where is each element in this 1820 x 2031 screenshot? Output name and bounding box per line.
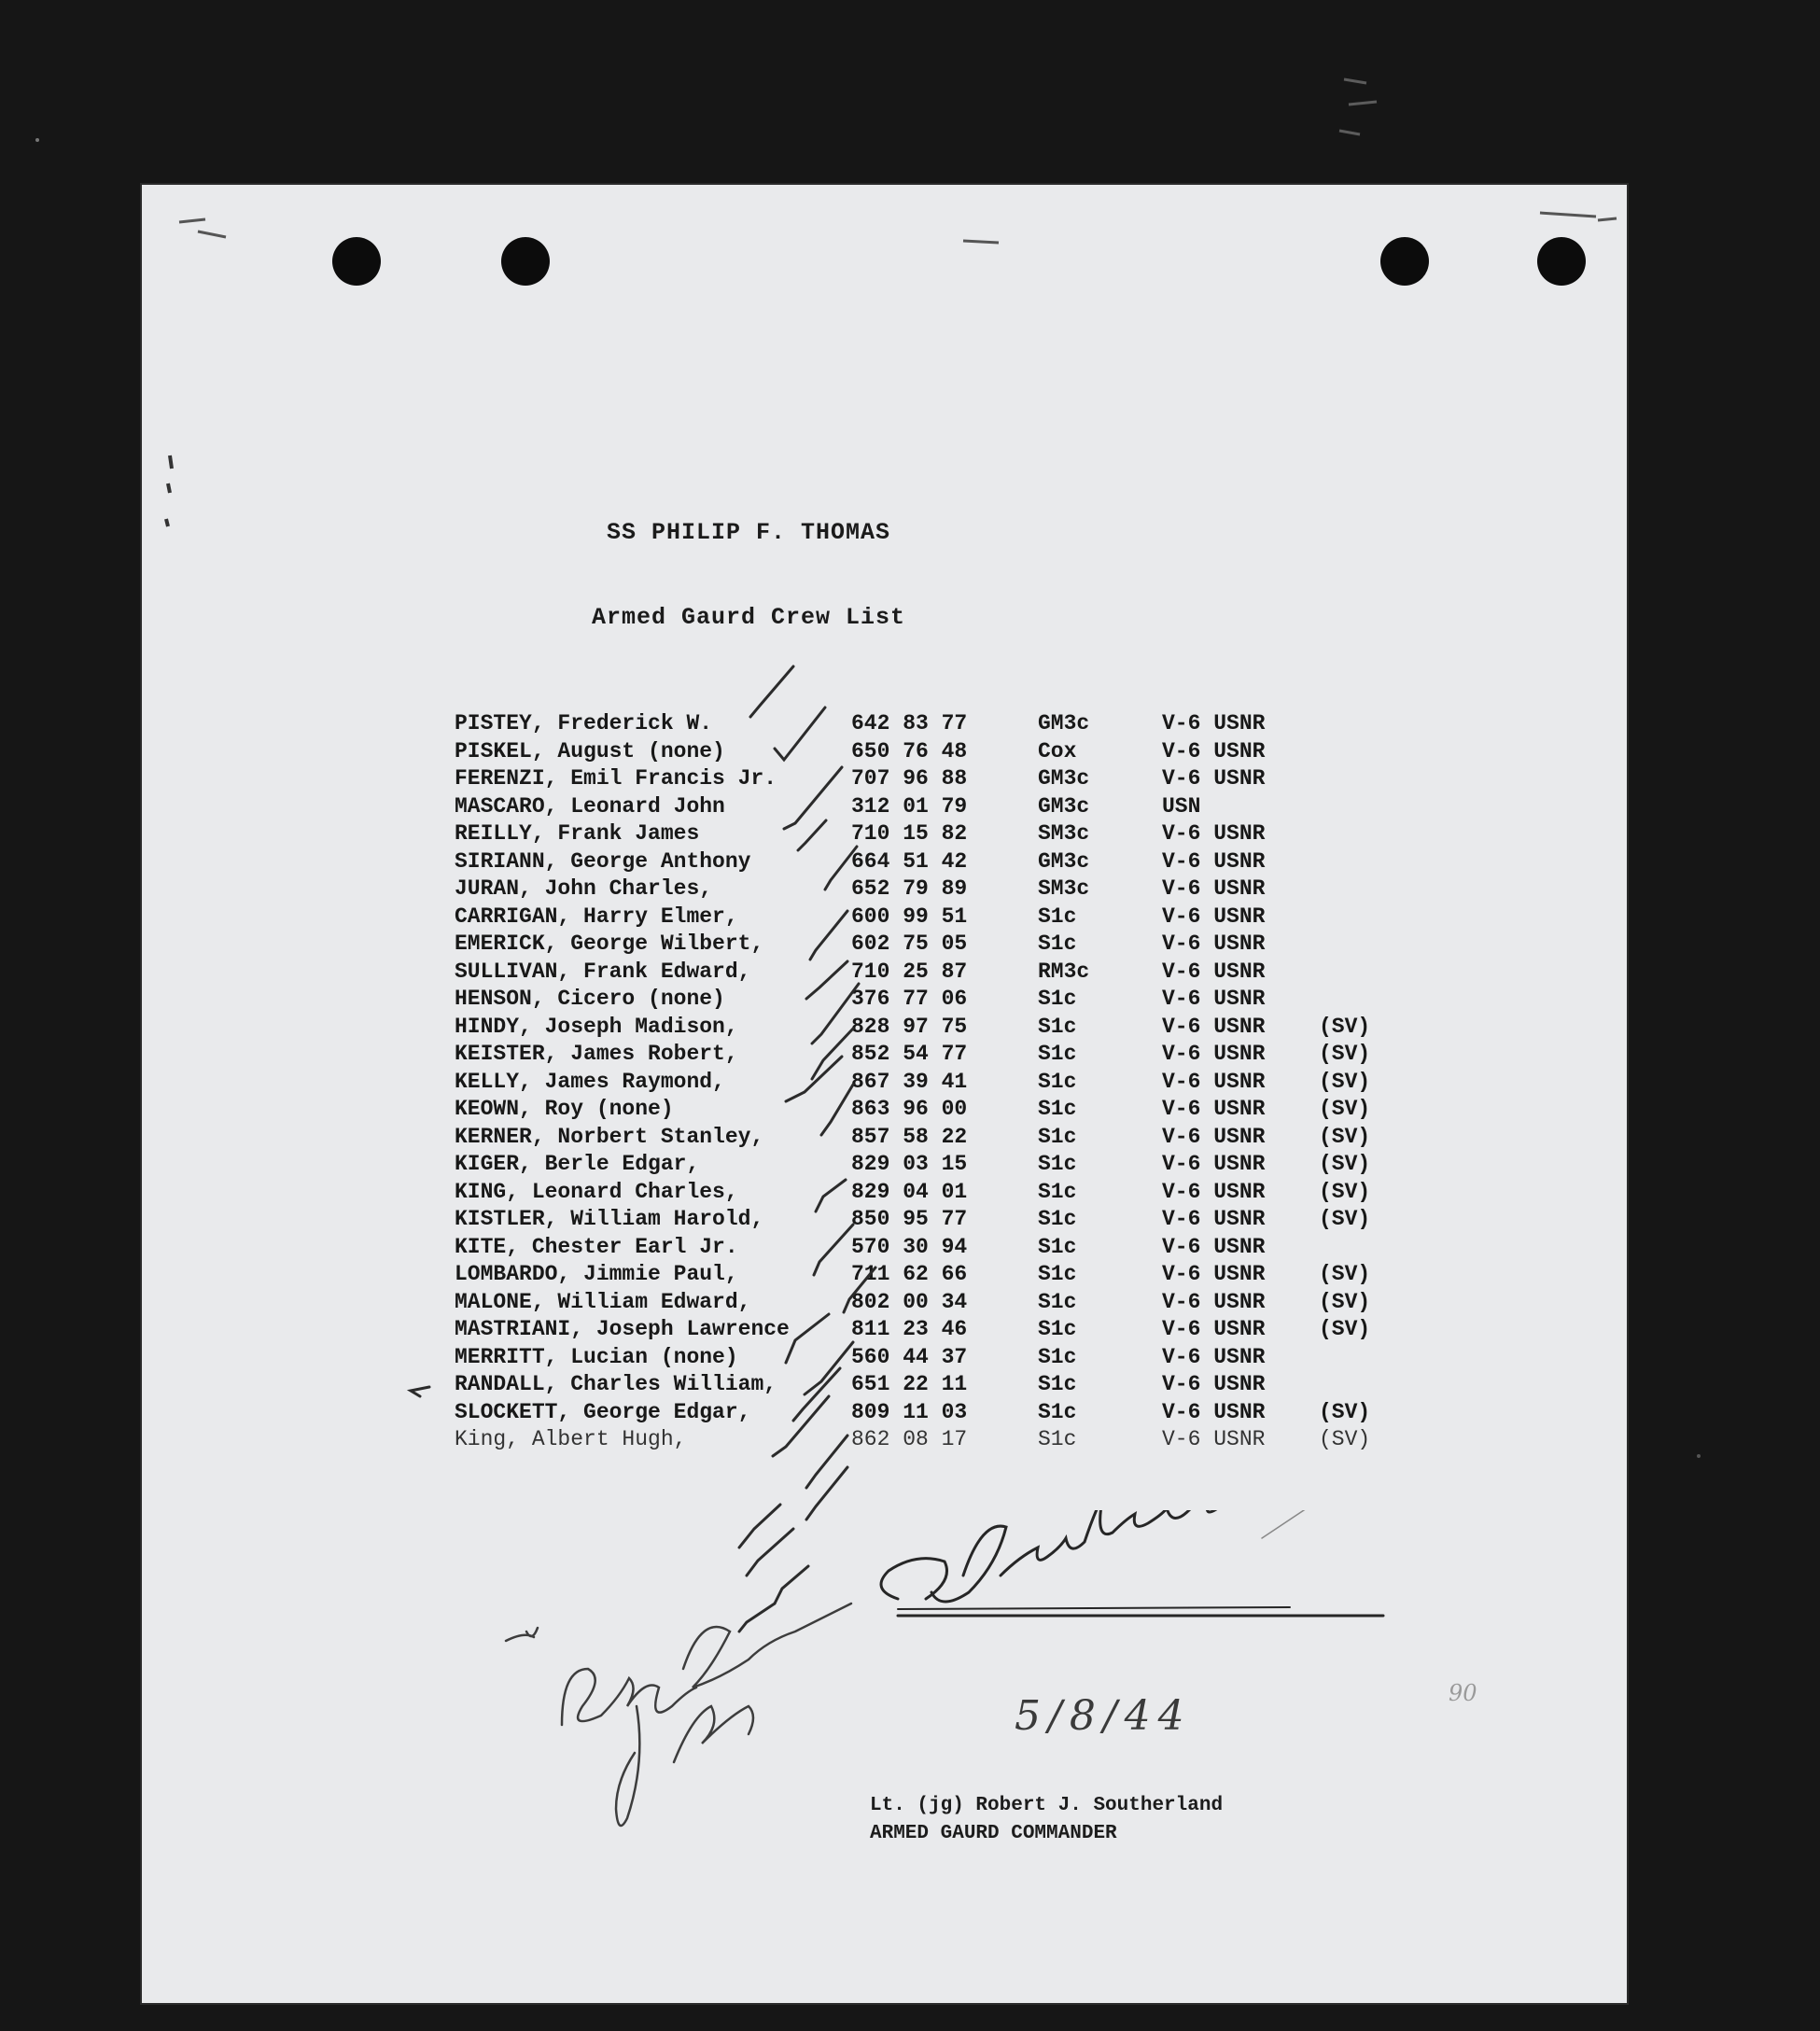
- service-number: 711 62 66: [851, 1262, 968, 1286]
- crew-class: V-6 USNR: [1162, 821, 1266, 846]
- crew-rate: S1c: [1038, 1179, 1077, 1204]
- service-number: 850 95 77: [851, 1207, 968, 1231]
- crew-rate: Cox: [1038, 738, 1077, 763]
- crew-name: King, Albert Hugh,: [455, 1427, 687, 1451]
- crew-name: KISTLER, William Harold,: [455, 1207, 764, 1231]
- crew-rate: S1c: [1038, 1317, 1077, 1341]
- crew-name: KING, Leonard Charles,: [455, 1179, 738, 1204]
- crew-row: [455, 1234, 1481, 1262]
- crew-rate: S1c: [1038, 931, 1077, 956]
- crew-note: (SV): [1319, 1427, 1371, 1451]
- crew-row: [455, 1096, 1481, 1124]
- crew-row: [455, 1344, 1481, 1372]
- crew-rate: GM3c: [1038, 766, 1090, 791]
- service-number: 707 96 88: [851, 766, 968, 791]
- commander-signature: [861, 1510, 1421, 1632]
- crew-rate: S1c: [1038, 1289, 1077, 1314]
- crew-name: JURAN, John Charles,: [455, 876, 713, 901]
- crew-name: EMERICK, George Wilbert,: [455, 931, 764, 956]
- crew-note: (SV): [1319, 1152, 1371, 1176]
- crew-row: [455, 820, 1481, 848]
- service-number: 600 99 51: [851, 903, 968, 929]
- service-number: 710 25 87: [851, 959, 968, 984]
- pencil-mark: 90: [1449, 1680, 1477, 1706]
- service-number: 863 96 00: [851, 1097, 968, 1121]
- crew-note: (SV): [1319, 1262, 1371, 1286]
- crew-note: (SV): [1319, 1289, 1371, 1314]
- ship-title: SS PHILIP F. THOMAS: [606, 519, 891, 546]
- crew-row: [455, 848, 1481, 876]
- crew-row: [455, 793, 1481, 821]
- service-number: 811 23 46: [851, 1317, 968, 1341]
- service-number: 652 79 89: [851, 876, 968, 901]
- crew-rate: S1c: [1038, 1372, 1077, 1396]
- crew-rate: S1c: [1038, 1152, 1077, 1176]
- service-number: 862 08 17: [851, 1427, 968, 1451]
- service-number: 651 22 11: [851, 1372, 968, 1396]
- crew-note: (SV): [1319, 1179, 1371, 1204]
- crew-note: (SV): [1319, 1069, 1371, 1094]
- crew-name: LOMBARDO, Jimmie Paul,: [455, 1262, 738, 1286]
- service-number: 802 00 34: [851, 1289, 968, 1314]
- crew-name: KEOWN, Roy (none): [455, 1097, 674, 1121]
- crew-class: V-6 USNR: [1162, 766, 1266, 791]
- service-number: 829 04 01: [851, 1179, 968, 1204]
- crew-class: V-6 USNR: [1162, 1179, 1266, 1204]
- crew-class: V-6 USNR: [1162, 903, 1266, 929]
- crew-name: PISKEL, August (none): [455, 738, 725, 763]
- crew-name: MALONE, William Edward,: [455, 1289, 751, 1314]
- service-number: 829 03 15: [851, 1152, 968, 1176]
- crew-name: SULLIVAN, Frank Edward,: [455, 959, 751, 984]
- crew-rate: S1c: [1038, 1069, 1077, 1094]
- crew-class: V-6 USNR: [1162, 1317, 1266, 1341]
- crew-class: V-6 USNR: [1162, 1097, 1266, 1121]
- service-number: 828 97 75: [851, 1014, 968, 1039]
- crew-row: [455, 1426, 1481, 1454]
- crew-row: [455, 1151, 1481, 1179]
- crew-class: V-6 USNR: [1162, 848, 1266, 874]
- crew-note: (SV): [1319, 1014, 1371, 1039]
- crew-row: [455, 710, 1481, 738]
- crew-class: V-6 USNR: [1162, 1042, 1266, 1066]
- crew-row: [455, 931, 1481, 959]
- crew-row: [455, 1289, 1481, 1317]
- crew-rate: RM3c: [1038, 959, 1090, 984]
- crew-row: [455, 1206, 1481, 1234]
- service-number: 312 01 79: [851, 793, 968, 819]
- crew-note: (SV): [1319, 1207, 1371, 1231]
- crew-rate: S1c: [1038, 987, 1077, 1011]
- crew-note: (SV): [1319, 1317, 1371, 1341]
- crew-class: V-6 USNR: [1162, 987, 1266, 1011]
- crew-rate: GM3c: [1038, 793, 1090, 819]
- crew-row: [455, 1124, 1481, 1152]
- crew-rate: S1c: [1038, 1234, 1077, 1259]
- crew-class: V-6 USNR: [1162, 1014, 1266, 1039]
- crew-name: MASCARO, Leonard John: [455, 793, 725, 819]
- crew-name: FERENZI, Emil Francis Jr.: [455, 766, 777, 791]
- crew-note: (SV): [1319, 1042, 1371, 1066]
- crew-rate: S1c: [1038, 1042, 1077, 1066]
- crew-name: CARRIGAN, Harry Elmer,: [455, 903, 738, 929]
- crew-name: KITE, Chester Earl Jr.: [455, 1234, 738, 1259]
- crew-row: [455, 1014, 1481, 1042]
- service-number: 664 51 42: [851, 848, 968, 874]
- crew-class: V-6 USNR: [1162, 1069, 1266, 1094]
- crew-name: KELLY, James Raymond,: [455, 1069, 725, 1094]
- crew-row: [455, 738, 1481, 766]
- service-number: 809 11 03: [851, 1399, 968, 1424]
- crew-roster: [455, 710, 1481, 1454]
- crew-class: V-6 USNR: [1162, 1289, 1266, 1314]
- crew-class: V-6 USNR: [1162, 959, 1266, 984]
- crew-name: SIRIANN, George Anthony: [455, 848, 751, 874]
- crew-rate: S1c: [1038, 1124, 1077, 1149]
- crew-rate: GM3c: [1038, 848, 1090, 874]
- crew-rate: SM3c: [1038, 876, 1090, 901]
- crew-name: RANDALL, Charles William,: [455, 1372, 777, 1396]
- crew-class: V-6 USNR: [1162, 1372, 1266, 1396]
- crew-name: KIGER, Berle Edgar,: [455, 1152, 700, 1176]
- handwritten-date: 5/8/44: [1015, 1692, 1192, 1740]
- crew-row: [455, 959, 1481, 987]
- crew-rate: S1c: [1038, 1097, 1077, 1121]
- crew-class: V-6 USNR: [1162, 1234, 1266, 1259]
- crew-rate: S1c: [1038, 1344, 1077, 1369]
- crew-name: REILLY, Frank James: [455, 821, 700, 846]
- crew-rate: S1c: [1038, 1399, 1077, 1424]
- crew-class: V-6 USNR: [1162, 1207, 1266, 1231]
- crew-rate: S1c: [1038, 1262, 1077, 1286]
- service-number: 642 83 77: [851, 711, 968, 735]
- service-number: 602 75 05: [851, 931, 968, 956]
- crew-row: [455, 1179, 1481, 1207]
- crew-row: [455, 1316, 1481, 1344]
- crew-rate: S1c: [1038, 1014, 1077, 1039]
- crew-row: [455, 1371, 1481, 1399]
- crew-class: V-6 USNR: [1162, 1124, 1266, 1149]
- crew-name: KERNER, Norbert Stanley,: [455, 1124, 764, 1149]
- crew-rate: SM3c: [1038, 821, 1090, 846]
- crew-class: USN: [1162, 793, 1201, 819]
- document-page: [142, 185, 1627, 2003]
- crew-rate: GM3c: [1038, 711, 1090, 735]
- service-number: 867 39 41: [851, 1069, 968, 1094]
- crew-rate: S1c: [1038, 1427, 1077, 1451]
- crew-note: (SV): [1319, 1124, 1371, 1149]
- commander-name: Lt. (jg) Robert J. Southerland: [870, 1795, 1224, 1816]
- crew-class: V-6 USNR: [1162, 876, 1266, 901]
- crew-row: [455, 903, 1481, 931]
- crew-row: [455, 1261, 1481, 1289]
- crew-class: V-6 USNR: [1162, 1427, 1266, 1451]
- crew-row: [455, 765, 1481, 793]
- crew-class: V-6 USNR: [1162, 1152, 1266, 1176]
- service-number: 852 54 77: [851, 1042, 968, 1066]
- crew-rate: S1c: [1038, 903, 1077, 929]
- crew-name: HENSON, Cicero (none): [455, 987, 725, 1011]
- crew-note: (SV): [1319, 1097, 1371, 1121]
- crew-row: [455, 1399, 1481, 1427]
- signature-block: [870, 1792, 1223, 1848]
- crew-class: V-6 USNR: [1162, 1399, 1266, 1424]
- service-number: 570 30 94: [851, 1234, 968, 1259]
- crew-class: V-6 USNR: [1162, 711, 1266, 735]
- service-number: 376 77 06: [851, 987, 968, 1011]
- crew-class: V-6 USNR: [1162, 931, 1266, 956]
- crew-row: [455, 1069, 1481, 1097]
- service-number: 710 15 82: [851, 821, 968, 846]
- crew-row: [455, 986, 1481, 1014]
- crew-rate: S1c: [1038, 1207, 1077, 1231]
- crew-note: (SV): [1319, 1399, 1371, 1424]
- crew-name: HINDY, Joseph Madison,: [455, 1014, 738, 1039]
- commander-title: ARMED GAURD COMMANDER: [870, 1823, 1117, 1844]
- crew-name: PISTEY, Frederick W.: [455, 711, 713, 735]
- list-subtitle: Armed Gaurd Crew List: [591, 604, 906, 631]
- crew-row: [455, 875, 1481, 903]
- service-number: 857 58 22: [851, 1124, 968, 1149]
- crew-class: V-6 USNR: [1162, 738, 1266, 763]
- crew-class: V-6 USNR: [1162, 1262, 1266, 1286]
- service-number: 650 76 48: [851, 738, 968, 763]
- crew-class: V-6 USNR: [1162, 1344, 1266, 1369]
- crew-row: [455, 1041, 1481, 1069]
- service-number: 560 44 37: [851, 1344, 968, 1369]
- crew-name: KEISTER, James Robert,: [455, 1042, 738, 1066]
- crew-name: MERRITT, Lucian (none): [455, 1344, 738, 1369]
- crew-name: SLOCKETT, George Edgar,: [455, 1399, 751, 1424]
- crew-name: MASTRIANI, Joseph Lawrence: [455, 1317, 790, 1341]
- inspector-signature: [497, 1529, 870, 1837]
